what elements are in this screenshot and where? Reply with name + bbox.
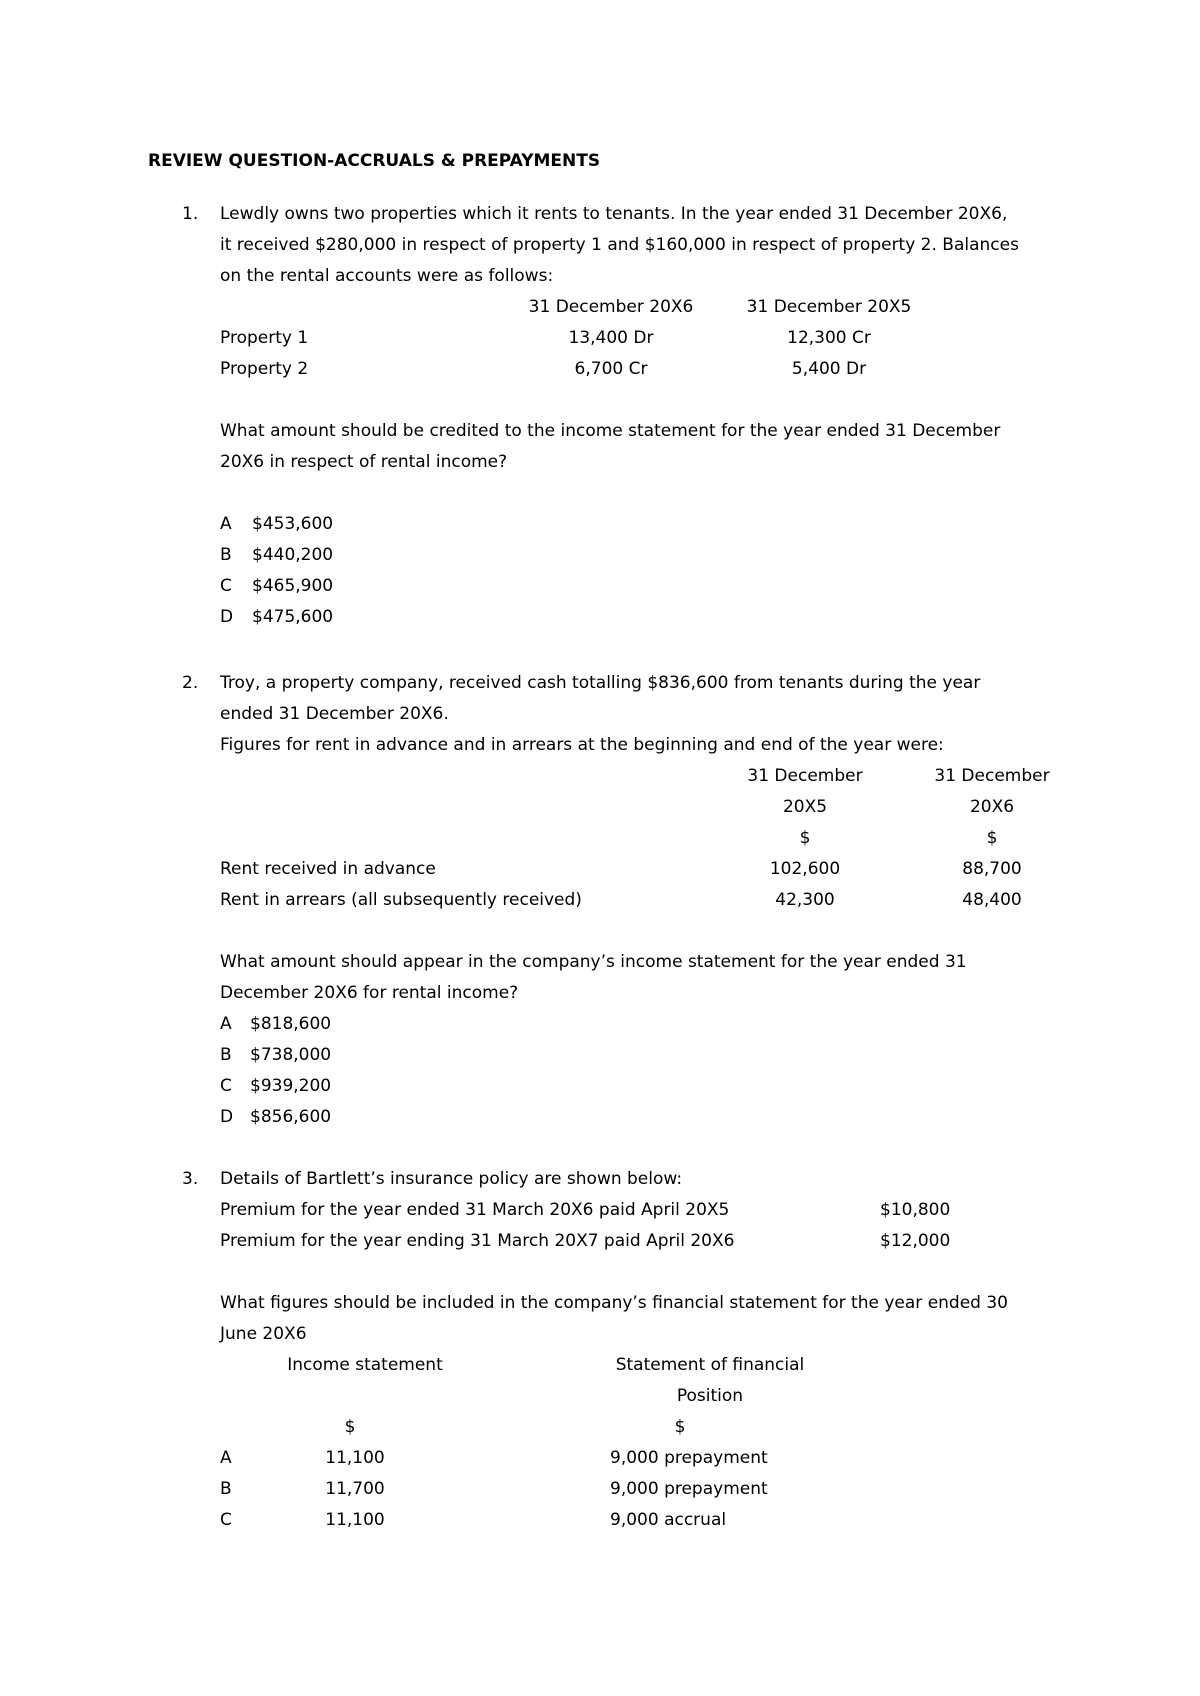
q3-premium-label: Premium for the year ending 31 March 20X7 paid April 20X6: [220, 1231, 735, 1251]
q3-option-sfp: 9,000 prepayment: [610, 1448, 768, 1468]
q1-question: 20X6 in respect of rental income?: [220, 452, 508, 472]
q2-header-col1: 20X5: [782, 797, 828, 817]
q3-option-letter: C: [220, 1510, 232, 1530]
q1-header-col2: 31 December 20X5: [746, 297, 912, 317]
q3-premium-amount: $10,800: [880, 1200, 951, 1220]
q1-option-value: $453,600: [252, 514, 334, 534]
q3-premium-amount: $12,000: [880, 1231, 951, 1251]
q3-option-sfp: 9,000 accrual: [610, 1510, 727, 1530]
q1-option-letter: D: [220, 607, 234, 627]
q1-header-col1: 31 December 20X6: [528, 297, 694, 317]
q2-option-letter: B: [220, 1045, 232, 1065]
q1-row-value: 13,400 Dr: [568, 328, 654, 348]
q2-number: 2.: [182, 673, 199, 693]
q2-row-value: 42,300: [775, 890, 835, 910]
q2-question: December 20X6 for rental income?: [220, 983, 519, 1003]
q1-line: it received $280,000 in respect of property 1 and $160,000 in respect of property 2. Balances: [220, 235, 1019, 255]
q3-option-income: 11,700: [325, 1479, 385, 1499]
q3-col-sfp: Position: [676, 1386, 744, 1406]
q2-question: What amount should appear in the company’s income statement for the year ended 31: [220, 952, 967, 972]
q1-question: What amount should be credited to the income statement for the year ended 31 December: [220, 421, 1001, 441]
q2-header-col2: 31 December: [934, 766, 1050, 786]
q2-header-col1: 31 December: [747, 766, 863, 786]
q2-option-value: $818,600: [250, 1014, 332, 1034]
q1-option-value: $475,600: [252, 607, 334, 627]
q2-header-col2: 20X6: [969, 797, 1015, 817]
q2-currency-col2: $: [986, 828, 998, 848]
q2-option-letter: D: [220, 1107, 234, 1127]
q3-option-letter: B: [220, 1479, 232, 1499]
q1-row-label: Property 2: [220, 359, 309, 379]
q2-currency-col1: $: [799, 828, 811, 848]
q3-option-letter: A: [220, 1448, 232, 1468]
q3-question: What figures should be included in the company’s financial statement for the year ended 30: [220, 1293, 1009, 1313]
q1-row-value: 5,400 Dr: [791, 359, 867, 379]
q3-col-sfp: Statement of financial: [615, 1355, 805, 1375]
q3-option-income: 11,100: [325, 1510, 385, 1530]
q2-row-value: 48,400: [962, 890, 1022, 910]
q1-option-letter: B: [220, 545, 232, 565]
q3-option-income: 11,100: [325, 1448, 385, 1468]
q3-number: 3.: [182, 1169, 199, 1189]
q3-option-sfp: 9,000 prepayment: [610, 1479, 768, 1499]
q3-currency-income: $: [344, 1417, 356, 1437]
q1-option-letter: A: [220, 514, 232, 534]
q2-option-value: $939,200: [250, 1076, 332, 1096]
q3-currency-sfp: $: [674, 1417, 686, 1437]
q2-option-value: $738,000: [250, 1045, 332, 1065]
q2-line: ended 31 December 20X6.: [220, 704, 449, 724]
q2-option-letter: C: [220, 1076, 232, 1096]
q2-line: Figures for rent in advance and in arrears at the beginning and end of the year were:: [220, 735, 944, 755]
q1-row-value: 12,300 Cr: [787, 328, 871, 348]
q2-option-value: $856,600: [250, 1107, 332, 1127]
q2-row-value: 102,600: [769, 859, 841, 879]
q2-row-label: Rent received in advance: [220, 859, 436, 879]
q1-option-letter: C: [220, 576, 232, 596]
q2-row-label: Rent in arrears (all subsequently received): [220, 890, 582, 910]
q3-premium-label: Premium for the year ended 31 March 20X6 paid April 20X5: [220, 1200, 730, 1220]
q1-option-value: $465,900: [252, 576, 334, 596]
q3-intro: Details of Bartlett’s insurance policy are shown below:: [220, 1169, 683, 1189]
q3-col-income: Income statement: [287, 1355, 443, 1375]
q1-line: Lewdly owns two properties which it rents to tenants. In the year ended 31 December 20X6,: [220, 204, 1008, 224]
q1-row-label: Property 1: [220, 328, 309, 348]
q1-line: on the rental accounts were as follows:: [220, 266, 554, 286]
q2-line: Troy, a property company, received cash totalling $836,600 from tenants during the year: [220, 673, 981, 693]
q2-row-value: 88,700: [962, 859, 1022, 879]
q1-row-value: 6,700 Cr: [574, 359, 648, 379]
q1-option-value: $440,200: [252, 545, 334, 565]
q1-number: 1.: [182, 204, 199, 224]
page-title: REVIEW QUESTION-ACCRUALS & PREPAYMENTS: [148, 151, 601, 171]
q3-question: June 20X6: [220, 1324, 307, 1344]
q2-option-letter: A: [220, 1014, 232, 1034]
